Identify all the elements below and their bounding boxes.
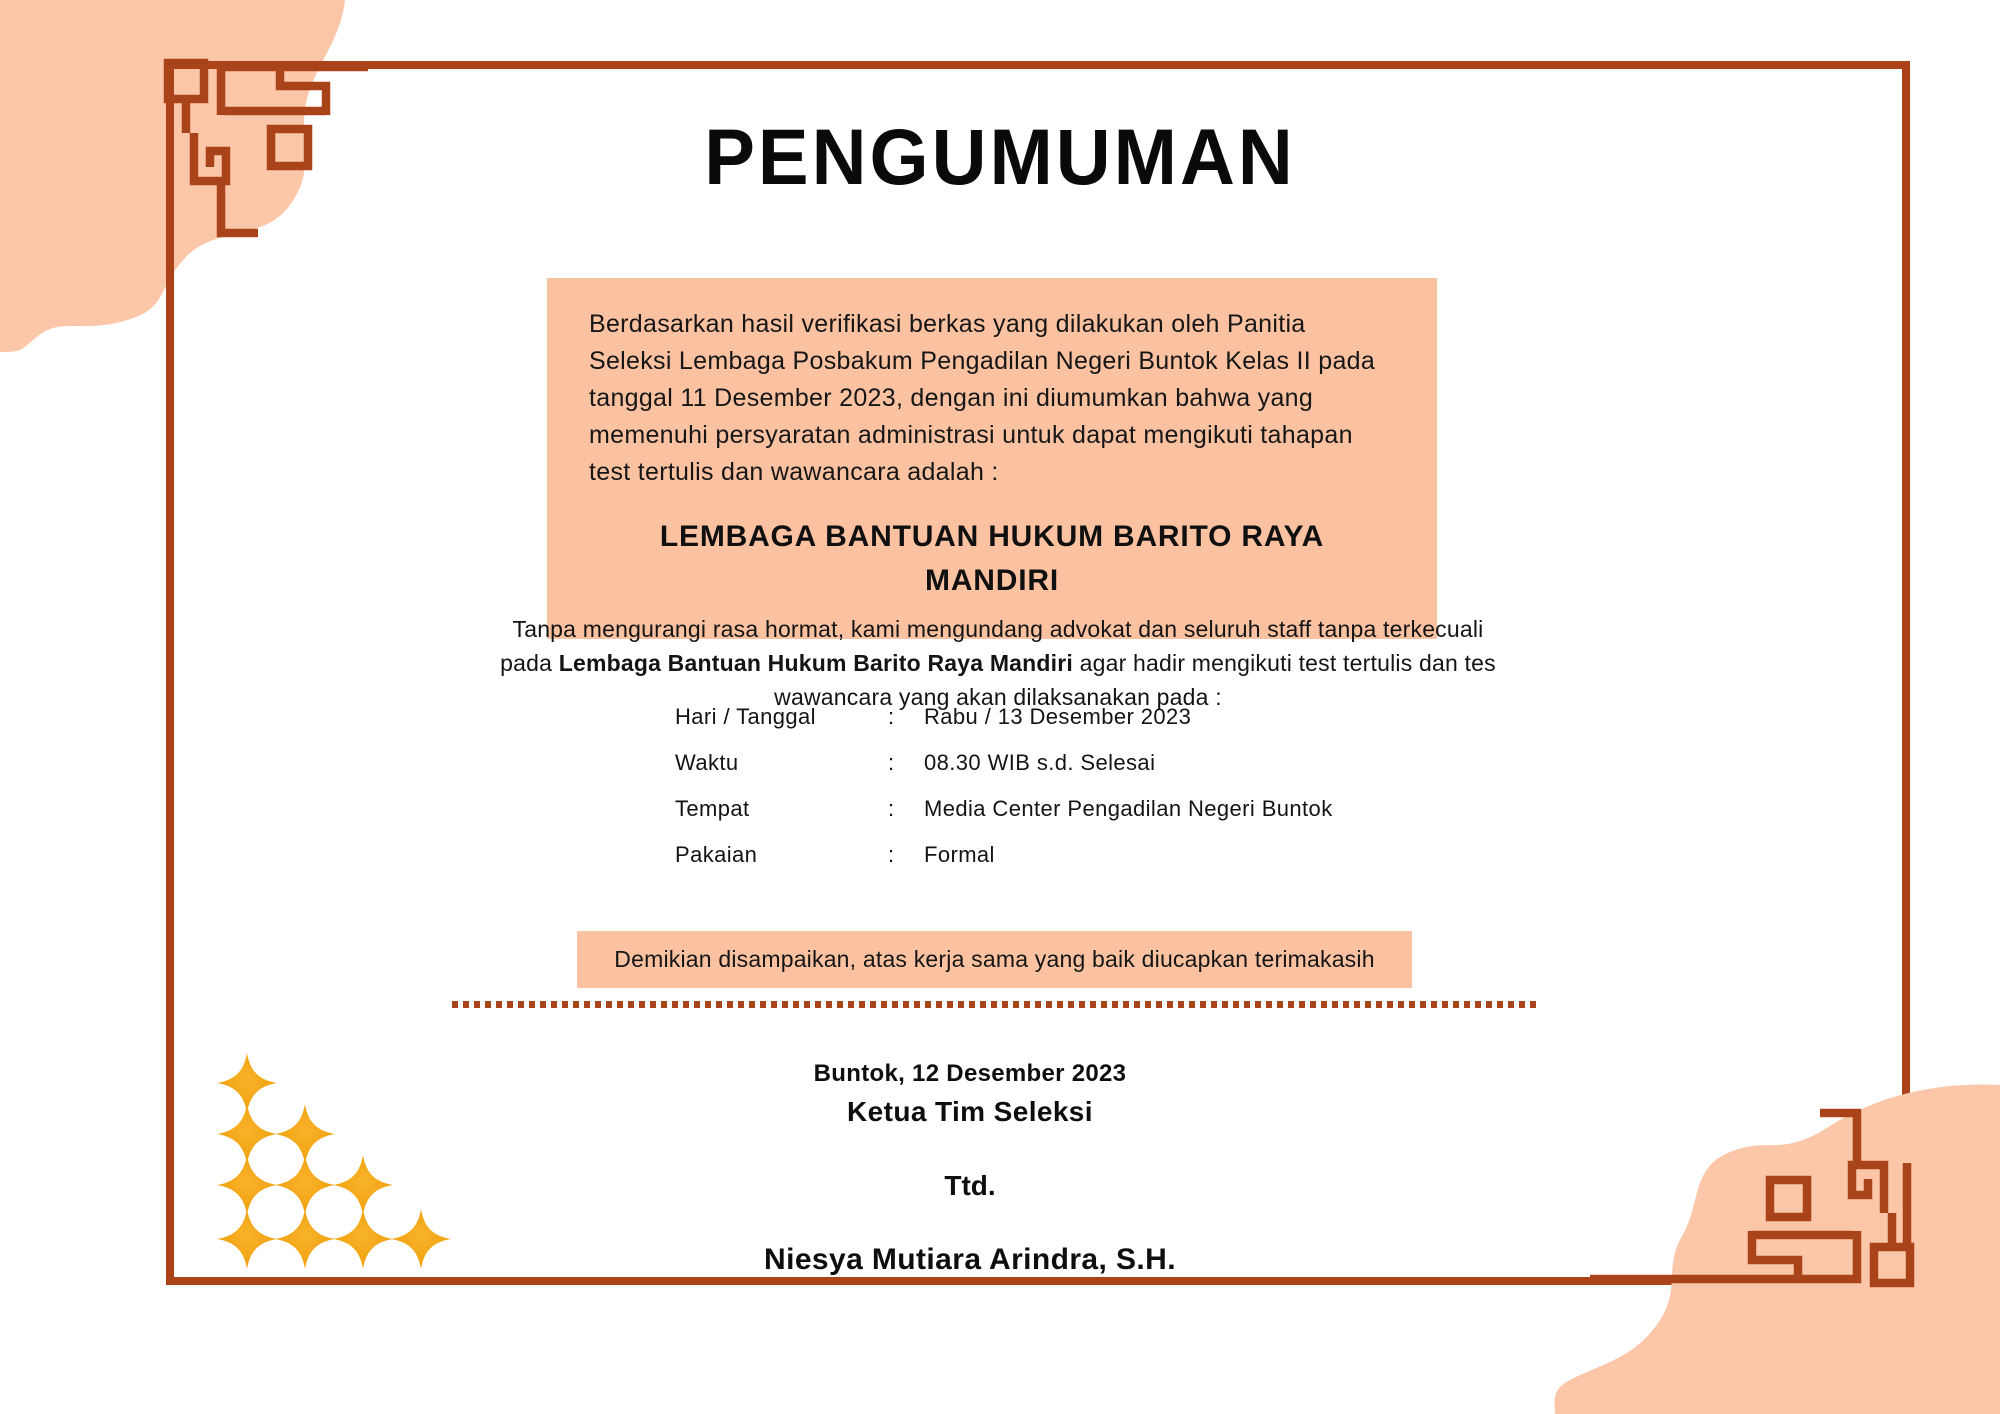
detail-label: Tempat <box>675 796 750 821</box>
detail-separator: : <box>888 750 895 775</box>
detail-separator: : <box>888 796 895 821</box>
signature-name: Niesya Mutiara Arindra, S.H. <box>764 1243 1176 1276</box>
detail-value: 08.30 WIB s.d. Selesai <box>924 750 1156 775</box>
detail-row-dresscode <box>675 842 1333 867</box>
detail-row-time <box>675 750 1333 775</box>
intro-paragraph: Berdasarkan hasil verifikasi berkas yang dilakukan oleh Panitia Seleksi Lembaga Posbakum Pengadilan Negeri Buntok Kelas II pada tanggal 11 Desember 2023, dengan ini diumumkan bahwa yang memenuhi persyaratan administrasi untuk dapat mengikuti tahapan test tertulis dan wawancara adalah : <box>589 310 1376 486</box>
detail-label: Hari / Tanggal <box>675 704 816 729</box>
invitation-highlight: Lembaga Bantuan Hukum Barito Raya Mandiri <box>558 650 1074 676</box>
detail-separator: : <box>888 842 895 867</box>
details-list <box>675 704 1333 888</box>
top-left-ornament-icon <box>158 53 368 263</box>
dotted-separator-line <box>452 1001 1536 1008</box>
invitation-part2: agar hadir mengikuti test tertulis dan tes wawancara yang akan dilaksanakan pada : <box>774 650 1496 710</box>
page-title: PENGUMUMAN <box>704 113 1296 202</box>
detail-value: Formal <box>924 842 995 867</box>
closing-box <box>577 931 1412 988</box>
invitation-paragraph <box>488 612 1508 714</box>
announcement-box <box>547 278 1437 639</box>
detail-separator: : <box>888 704 895 729</box>
detail-row-date <box>675 704 1333 729</box>
sparkle-cluster-icon <box>217 1053 457 1275</box>
detail-row-place <box>675 796 1333 821</box>
closing-text: Demikian disampaikan, atas kerja sama yang baik diucapkan terimakasih <box>614 946 1375 972</box>
detail-label: Pakaian <box>675 842 758 867</box>
invitation-part1: Tanpa mengurangi rasa hormat, kami mengundang advokat dan seluruh staff tanpa terkecuali pada <box>500 616 1484 676</box>
detail-label: Waktu <box>675 750 739 775</box>
selected-institution-name: LEMBAGA BANTUAN HUKUM BARITO RAYA MANDIRI <box>659 520 1325 597</box>
signature-role: Ketua Tim Seleksi <box>847 1096 1093 1127</box>
detail-value: Rabu / 13 Desember 2023 <box>924 704 1192 729</box>
detail-value: Media Center Pengadilan Negeri Buntok <box>924 796 1333 821</box>
signature-place-date: Buntok, 12 Desember 2023 <box>813 1060 1127 1087</box>
bottom-right-ornament-icon <box>1710 1083 1920 1293</box>
signature-ttd: Ttd. <box>944 1170 996 1201</box>
